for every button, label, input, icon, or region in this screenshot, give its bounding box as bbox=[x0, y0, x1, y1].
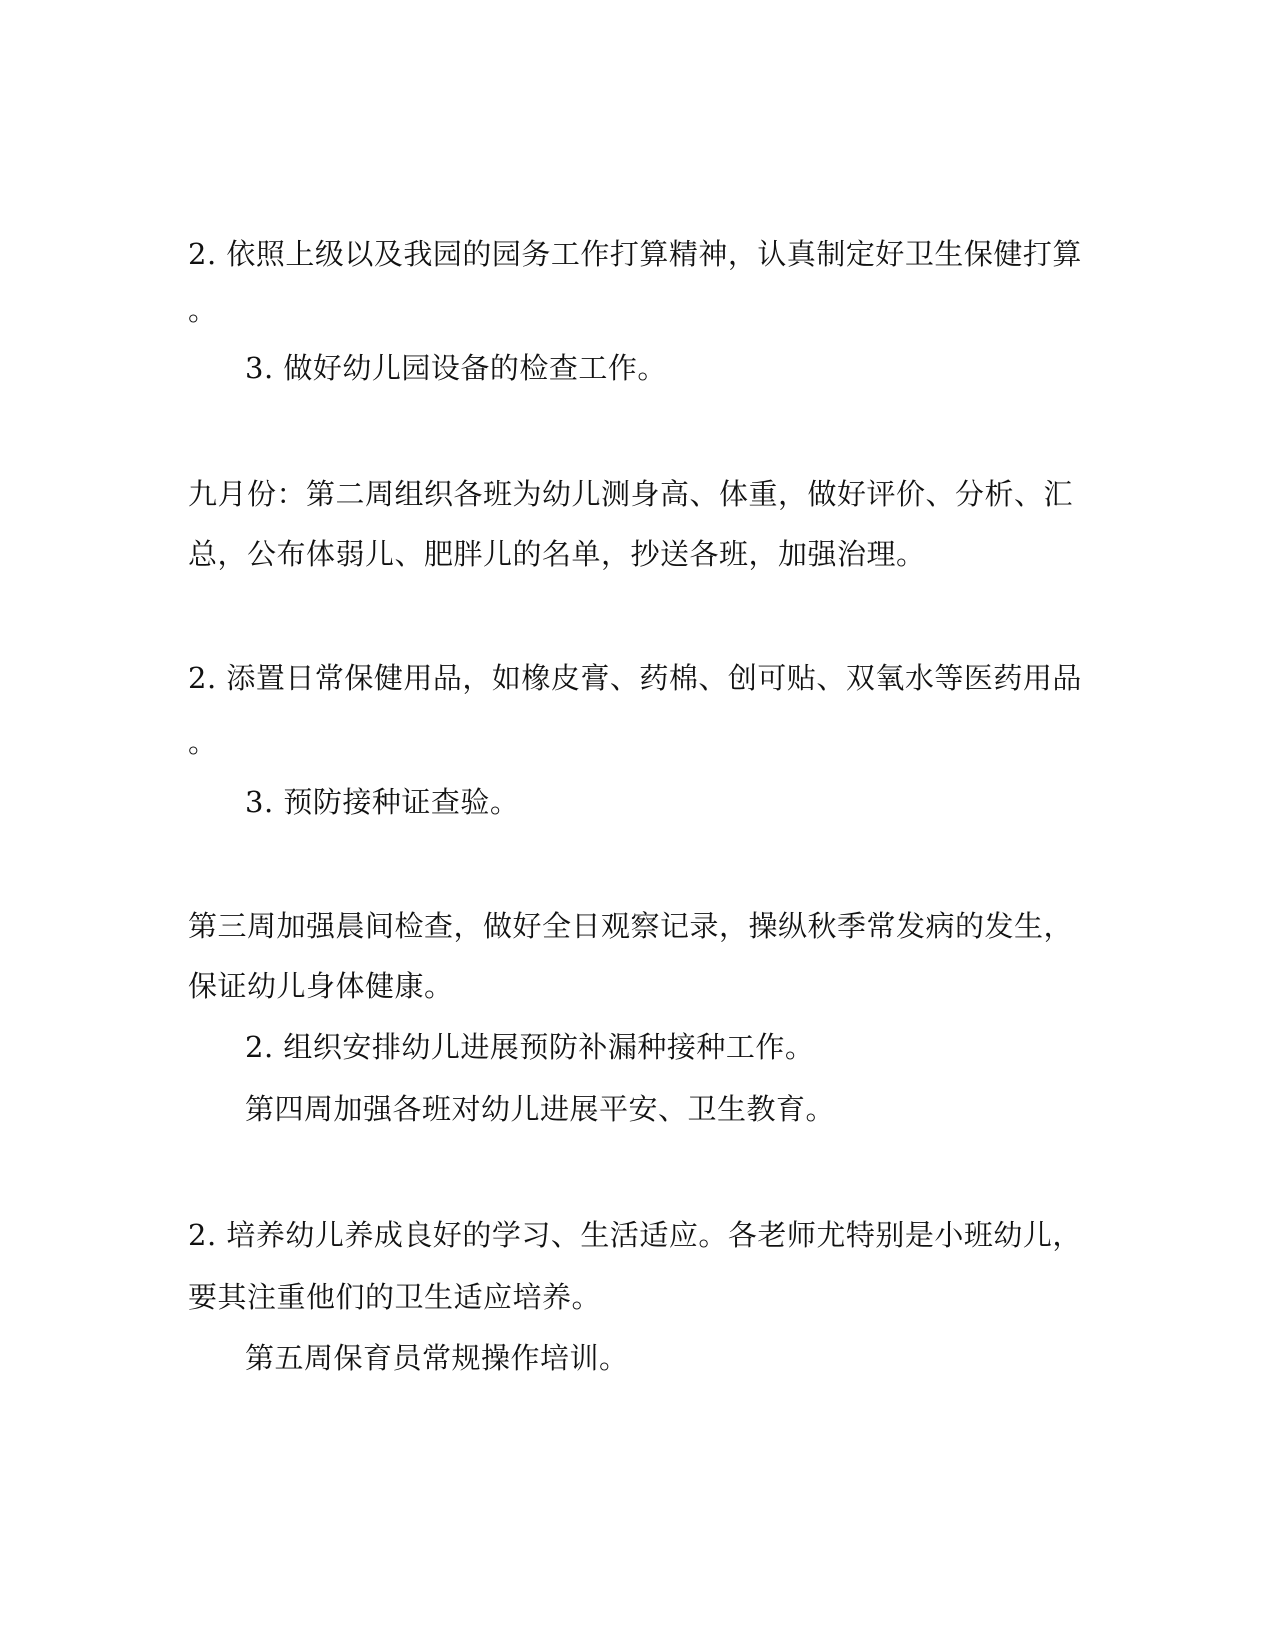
paragraph-line: 第五周保育员常规操作培训。 bbox=[245, 1341, 629, 1375]
paragraph-line: 第四周加强各班对幼儿进展平安、卫生教育。 bbox=[245, 1092, 836, 1126]
paragraph-line: 第三周加强晨间检查，做好全日观察记录，操纵秋季常发病的发生， bbox=[188, 909, 1074, 943]
paragraph-line: 。 bbox=[188, 293, 218, 327]
paragraph-line: 要其注重他们的卫生适应培养。 bbox=[188, 1280, 602, 1314]
paragraph-line: 。 bbox=[188, 725, 218, 759]
paragraph-line: 九月份：第二周组织各班为幼儿测身高、体重，做好评价、分析、汇 bbox=[188, 477, 1074, 511]
paragraph-line: 总，公布体弱儿、肥胖儿的名单，抄送各班，加强治理。 bbox=[188, 537, 926, 571]
paragraph-line: 2. 培养幼儿养成良好的学习、生活适应。各老师尤特别是小班幼儿， bbox=[188, 1218, 1082, 1252]
paragraph-line: 2. 添置日常保健用品，如橡皮膏、药棉、创可贴、双氧水等医药用品 bbox=[188, 661, 1082, 695]
paragraph-line: 保证幼儿身体健康。 bbox=[188, 969, 454, 1003]
paragraph-line: 3. 做好幼儿园设备的检查工作。 bbox=[245, 351, 667, 385]
paragraph-line: 2. 组织安排幼儿进展预防补漏种接种工作。 bbox=[245, 1030, 815, 1064]
paragraph-line: 3. 预防接种证查验。 bbox=[245, 785, 520, 819]
paragraph-line: 2. 依照上级以及我园的园务工作打算精神，认真制定好卫生保健打算 bbox=[188, 237, 1082, 271]
